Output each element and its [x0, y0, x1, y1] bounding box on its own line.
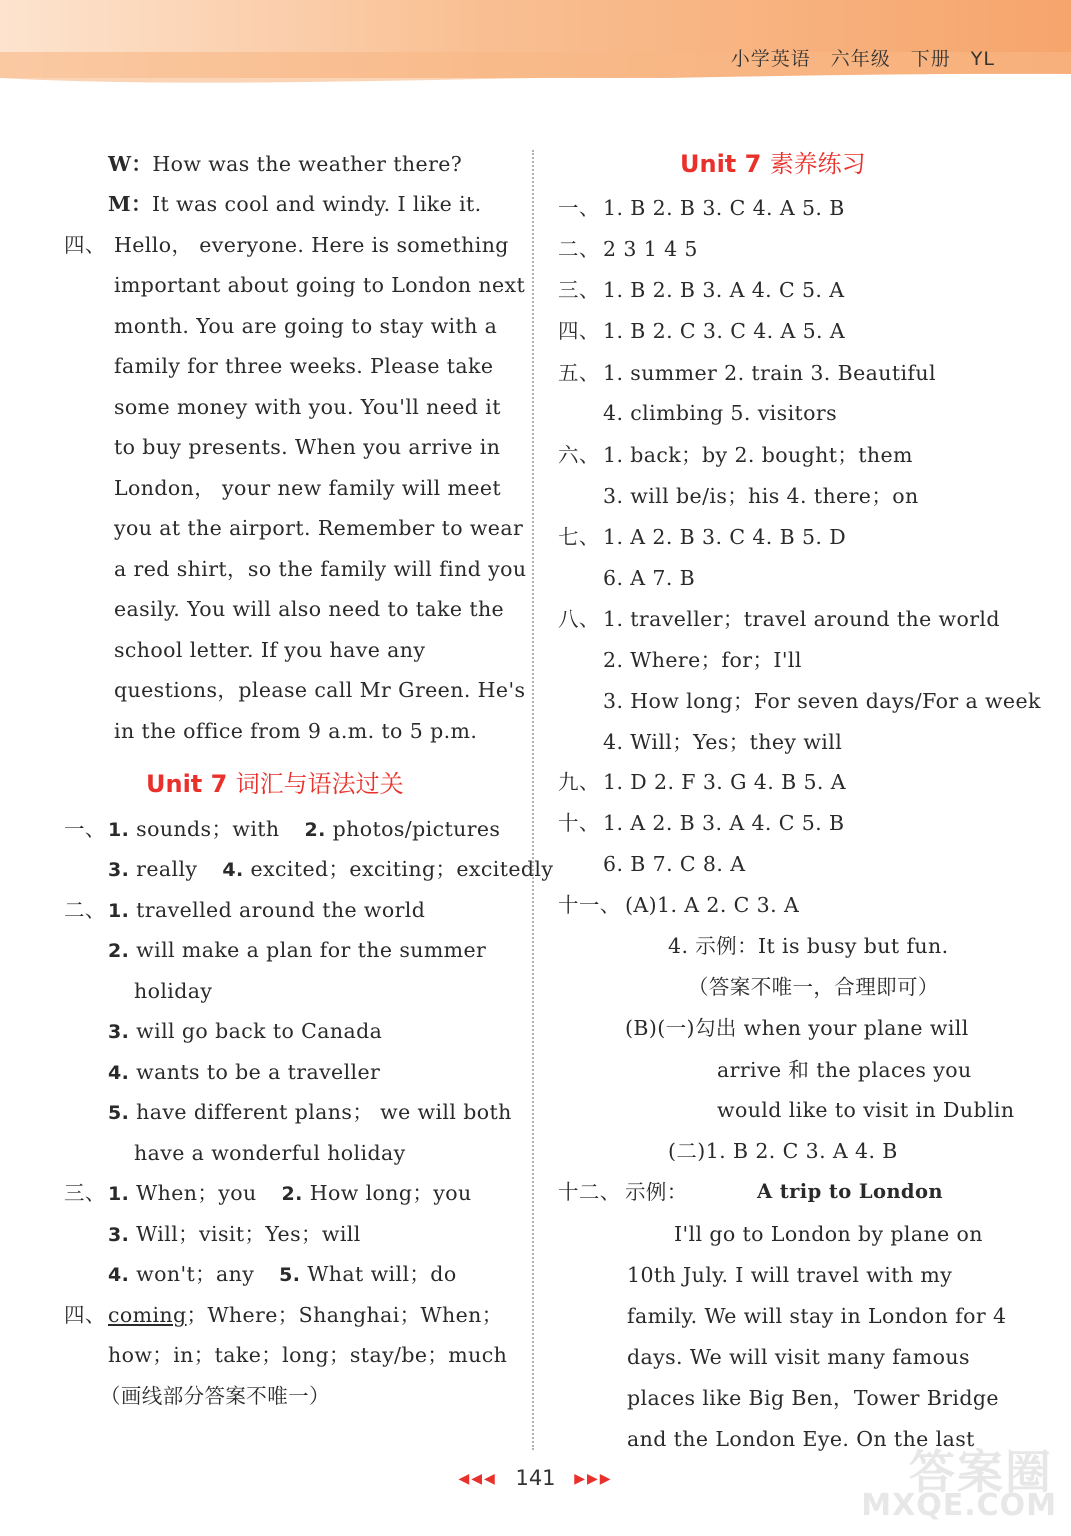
s4-line-1 [108, 1295, 503, 1335]
passage-line: easily. You will also need to take the [114, 597, 505, 621]
answer-number: 3. [108, 859, 130, 881]
watermark-logo [861, 1436, 1061, 1528]
r-answer: 1. B 2. B 3. A 4. C 5. A [603, 278, 845, 302]
answer-number: 1. [108, 1183, 130, 1205]
passage-line: month. You are going to stay with a [114, 314, 498, 338]
prev-arrows-icon: ◀◀◀ [458, 1471, 497, 1487]
section-four-marker: 四、 [64, 233, 106, 257]
r-marker: 五、 [558, 361, 600, 385]
watermark-line-1: 答案圈 [909, 1445, 1053, 1499]
r-marker: 一、 [558, 196, 600, 220]
s4-note: （画线部分答案不唯一） [100, 1384, 330, 1408]
right-unit-label: Unit 7 [680, 150, 762, 178]
essay-line: family. We will stay in London for 4 [627, 1304, 1007, 1328]
r-answer: 2. Where；for；I'll [603, 648, 802, 672]
answer-text: will make a plan for the summer [129, 938, 487, 962]
answer-text: sounds；with [129, 817, 280, 841]
header-info [711, 44, 995, 71]
passage-line: you at the airport. Remember to wear [114, 516, 524, 540]
answer-number: 2. [108, 940, 130, 962]
page-number: 141 [515, 1466, 556, 1490]
r-answer: 1. D 2. F 3. G 4. B 5. A [603, 770, 846, 794]
s3-marker: 三、 [64, 1181, 106, 1205]
left-unit-name: 词汇与语法过关 [235, 770, 404, 798]
answer-text: excited；exciting；excitedly [243, 857, 554, 881]
r-answer: 4. climbing 5. visitors [603, 401, 838, 425]
r-answer: 4. Will；Yes；they will [603, 730, 843, 754]
r-answer: 1. traveller；travel around the world [603, 607, 1000, 631]
s11-a4: 4. 示例：It is busy but fun. [668, 934, 949, 958]
r-marker: 四、 [558, 319, 600, 343]
answer-text: won't；any [129, 1262, 255, 1286]
answer-number: 5. [108, 1102, 130, 1124]
passage-line: in the office from 9 a.m. to 5 p.m. [114, 719, 478, 743]
r-marker: 二、 [558, 237, 600, 261]
dialog-line-1 [108, 144, 462, 184]
s12-example-label: 示例： [625, 1180, 688, 1204]
r-answer: (A)1. A 2. C 3. A [625, 893, 800, 917]
column-divider [532, 150, 534, 1450]
r-answer: 6. B 7. C 8. A [603, 852, 746, 876]
r-answer: 3. will be/is；his 4. there；on [603, 484, 919, 508]
answer-number: 3. [108, 1224, 130, 1246]
passage-line: to buy presents. When you arrive in [114, 435, 501, 459]
essay-title: A trip to London [757, 1180, 943, 1203]
s2-line-2 [108, 930, 486, 970]
answer-number: 1. [108, 900, 130, 922]
s1-marker: 一、 [64, 817, 106, 841]
r-marker: 三、 [558, 278, 600, 302]
s4-underlined-word: coming [108, 1303, 187, 1327]
passage-line: some money with you. You'll need it [114, 395, 501, 419]
s2-marker: 二、 [64, 898, 106, 922]
r-answer: 6. A 7. B [603, 566, 696, 590]
answer-number: 5. [279, 1264, 301, 1286]
s3-line-2 [108, 1214, 361, 1254]
essay-line: places like Big Ben，Tower Bridge [627, 1386, 999, 1410]
s11-a4-note: （答案不唯一，合理即可） [688, 975, 939, 999]
s3-line-3 [108, 1254, 457, 1294]
r-answer: 2 3 1 4 5 [603, 237, 698, 261]
answer-text: will go back to Canada [129, 1019, 383, 1043]
s2-line-5 [108, 1092, 512, 1132]
r-marker: 十、 [558, 811, 600, 835]
header-subject: 小学英语 [730, 48, 811, 70]
r-answer: 1. A 2. B 3. A 4. C 5. B [603, 811, 845, 835]
r-answer: 1. B 2. B 3. C 4. A 5. B [603, 196, 845, 220]
dialog-text-1: How was the weather there? [152, 152, 463, 176]
left-unit-title [146, 764, 404, 804]
answer-text: What will；do [300, 1262, 457, 1286]
passage-line: Hello， everyone. Here is something [114, 233, 509, 257]
answer-text: Will；visit；Yes；will [129, 1222, 361, 1246]
passage-line: questions，please call Mr Green. He's [114, 678, 526, 702]
header-edition: YL [970, 48, 995, 70]
left-unit-label: Unit 7 [146, 770, 228, 798]
answer-number: 2. [281, 1183, 303, 1205]
r-answer: 1. A 2. B 3. C 4. B 5. D [603, 525, 847, 549]
s11-b2: (二)1. B 2. C 3. A 4. B [668, 1139, 898, 1163]
s4-line-2: how；in；take；long；stay/be；much [108, 1343, 508, 1367]
passage-line: school letter. If you have any [114, 638, 426, 662]
r-answer: 3. How long；For seven days/For a week [603, 689, 1041, 713]
s2-line-4 [108, 1052, 380, 1092]
r-marker: 八、 [558, 607, 600, 631]
answer-text: How long；you [302, 1181, 472, 1205]
answer-number: 1. [108, 819, 130, 841]
r-marker: 七、 [558, 525, 600, 549]
s1-line-1 [108, 809, 500, 849]
answer-number: 4. [108, 1062, 130, 1084]
header-volume: 下册 [910, 48, 951, 70]
answer-number: 4. [222, 859, 244, 881]
header-grade: 六年级 [830, 48, 891, 70]
essay-line: I'll go to London by plane on [674, 1222, 983, 1246]
s2-line-2-cont: holiday [134, 979, 213, 1003]
dialog-line-2 [108, 184, 482, 224]
answer-number: 4. [108, 1264, 130, 1286]
s12-marker: 十二、 [558, 1180, 621, 1204]
r-marker: 九、 [558, 770, 600, 794]
answer-number: 2. [304, 819, 326, 841]
speaker-w: W： [108, 152, 153, 176]
s11-b1-line3: would like to visit in Dublin [717, 1098, 1015, 1122]
essay-line: days. We will visit many famous [627, 1345, 970, 1369]
s11-b1-line2: arrive 和 the places you [717, 1058, 972, 1082]
s2-line-3 [108, 1011, 382, 1051]
answer-text: travelled around the world [129, 898, 426, 922]
r-marker: 十一、 [558, 893, 621, 917]
s2-line-5-cont: have a wonderful holiday [134, 1141, 406, 1165]
s2-line-1 [108, 890, 425, 930]
answer-text: have different plans； we will both [129, 1100, 512, 1124]
s11-b1-head: (B)(一)勾出 when your plane will [625, 1016, 969, 1040]
passage-line: a red shirt，so the family will find you [114, 557, 527, 581]
next-arrows-icon: ▶▶▶ [574, 1471, 613, 1487]
dialog-text-2: It was cool and windy. I like it. [152, 192, 482, 216]
essay-line: and the London Eye. On the last [627, 1427, 975, 1451]
speaker-m: M： [108, 192, 152, 216]
r-answer: 1. back；by 2. bought；them [603, 443, 913, 467]
s3-line-1 [108, 1173, 472, 1213]
s4-marker: 四、 [64, 1303, 106, 1327]
passage-line: important about going to London next [114, 273, 526, 297]
answer-text: When；you [129, 1181, 257, 1205]
s1-line-2 [108, 849, 553, 889]
r-marker: 六、 [558, 443, 600, 467]
s4-rest: ；Where；Shanghai；When； [186, 1303, 503, 1327]
answer-number: 3. [108, 1021, 130, 1043]
answer-text: photos/pictures [325, 817, 501, 841]
right-unit-name: 素养练习 [769, 150, 866, 178]
r-answer: 1. summer 2. train 3. Beautiful [603, 361, 936, 385]
answer-text: wants to be a traveller [129, 1060, 381, 1084]
watermark-line-2: MXQE.COM [861, 1488, 1057, 1523]
right-unit-title [680, 144, 866, 184]
passage-line: family for three weeks. Please take [114, 354, 494, 378]
answer-text: really [129, 857, 198, 881]
r-answer: 1. B 2. C 3. C 4. A 5. A [603, 319, 846, 343]
passage-line: London， your new family will meet [114, 476, 502, 500]
essay-line: 10th July. I will travel with my [627, 1263, 953, 1287]
